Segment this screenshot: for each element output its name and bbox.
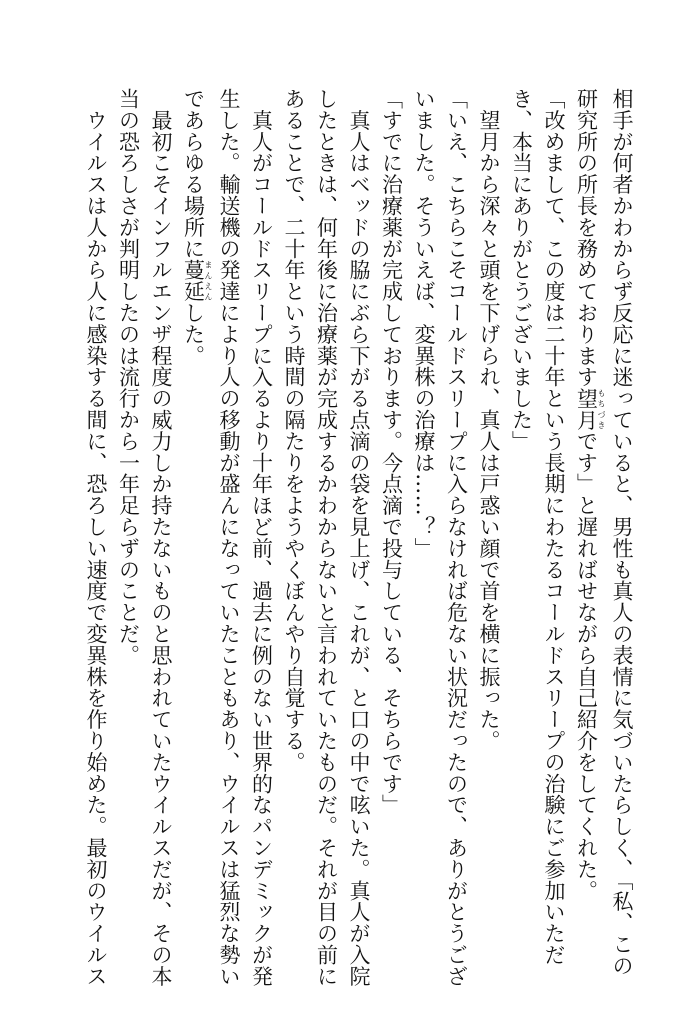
text-line-12: 真人がコールドスリープに入るより十年ほど前、過去に例のない世界的なパンデミックが発: [249, 88, 274, 987]
text-line-3: 「改めまして、この度は二十年という長期にわたるコールドスリープの治験にご参加いただ: [542, 88, 566, 966]
text-line-13: 生した。輸送機の発達により人の移動が盛んになっていたこともあり、ウイルスは猛烈な勢い: [217, 88, 241, 987]
text-line-5: 望月から深々と頭を下げられ、真人は戸惑い顔で首を横に振った。: [477, 88, 501, 752]
text-line-1: 相手が何者かわからず反応に迷っていると、男性も真人の表情に気づいたらしく、「私、この: [610, 88, 634, 977]
text-line-6: 「いえ、こちらこそコールドスリープに入らなければ危ない状況だったので、ありがとうござ: [444, 88, 469, 987]
ruby-reading: まんえん: [204, 259, 213, 302]
text-segment: した。: [181, 302, 206, 367]
text-line-4: き、本当にありがとうございました」: [509, 88, 534, 452]
ruby-reading: もちづき: [597, 387, 606, 431]
ruby-mochizuki: [574, 387, 606, 431]
text-line-11: あることで、二十年という時間の隔たりをようやくぼんやり自覚する。: [282, 88, 306, 773]
ruby-manen: [181, 259, 213, 303]
ruby-base: 望月: [574, 387, 599, 431]
text-line-8: 「すでに治療薬が完成しております。今点滴で投与している、そちらです」: [379, 88, 404, 816]
text-line-2: [570, 88, 606, 968]
ruby-base: 蔓延: [181, 259, 206, 303]
text-segment: 研究所の所長を務めております: [574, 88, 599, 388]
text-segment: であらゆる場所に: [181, 88, 206, 260]
text-line-15: 最初こそインフルエンザ程度の威力しか持たないものと思われていたウイルスだが、その本: [149, 88, 173, 987]
text-line-9: 真人はベッドの脇にぶら下がる点滴の袋を見上げ、これが、と口の中で呟いた。真人が入院: [347, 88, 371, 987]
text-line-14: [177, 88, 213, 968]
text-segment: です」と遅ればせながら自己紹介をしてくれた。: [574, 430, 599, 902]
text-line-7: いました。そういえば、変異株の治療は……？」: [412, 88, 436, 559]
text-line-17: ウイルスは人から人に感染する間に、恐ろしい速度で変異株を作り始めた。最初のウイルス: [84, 88, 108, 987]
vertical-text-body: [80, 88, 639, 987]
text-line-10: したときは、何年後に治療薬が完成するかわからないと言われていたものだ。それが目の前に: [314, 88, 339, 987]
text-line-16: 当の恐ろしさが判明したのは流行から一年足らずのことだ。: [116, 88, 141, 666]
